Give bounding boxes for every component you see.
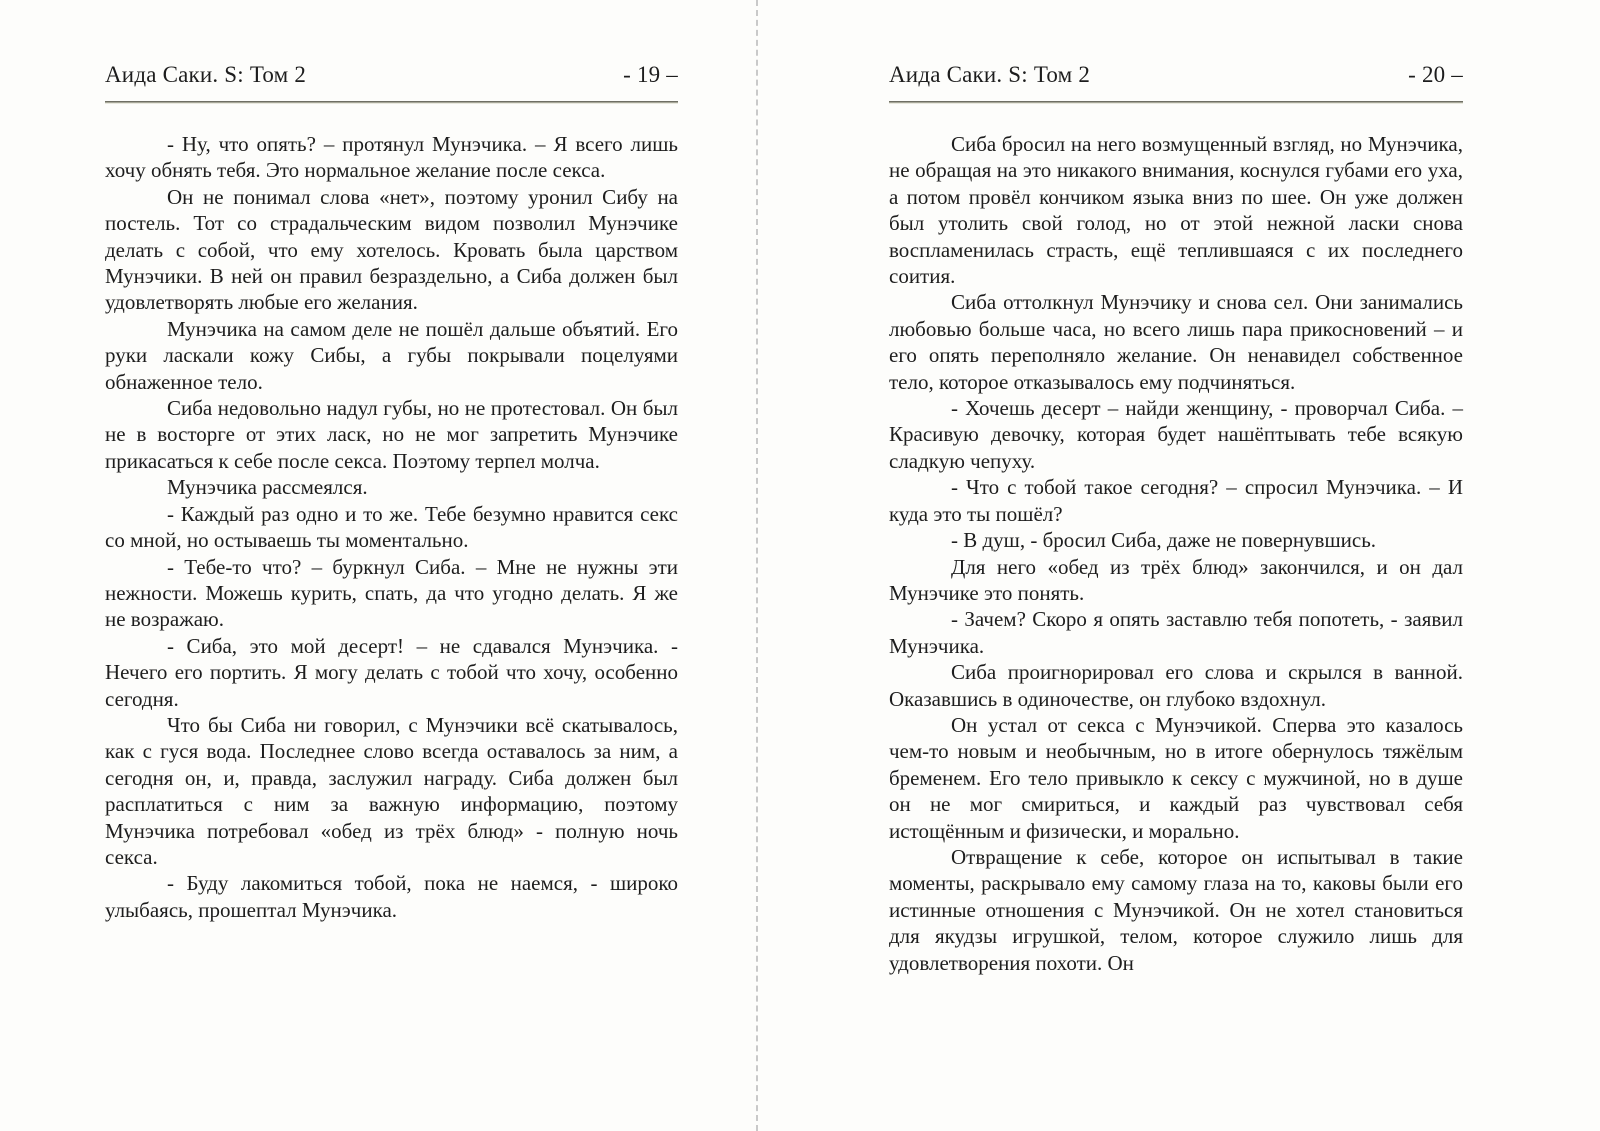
paragraph: Он не понимал слова «нет», поэтому уронил Сибу на постель. Тот со страдальческим видом позволил Мунэчике делать с собой, что ему хотелось. Кровать была царством Мунэчики. В ней он правил безраздельно, а Сиба должен был удовлетворять любые его желания. — [105, 184, 678, 315]
paragraph: - Сиба, это мой десерт! – не сдавался Мунэчика. - Нечего его портить. Я могу делать с тобой что хочу, особенно сегодня. — [105, 633, 678, 711]
header-rule — [105, 101, 678, 104]
paragraph: - Тебе-то что? – буркнул Сиба. – Мне не нужны эти нежности. Можешь курить, спать, да что угодно делать. Я же не возражаю. — [105, 554, 678, 632]
page-19-header — [105, 62, 678, 88]
page-fold-divider — [756, 0, 758, 1131]
page-19-body — [105, 131, 678, 923]
book-title: Аида Саки. S: Том 2 — [105, 62, 307, 87]
paragraph: Для него «обед из трёх блюд» закончился, и он дал Мунэчике это понять. — [889, 554, 1463, 605]
paragraph: Сиба оттолкнул Мунэчику и снова сел. Они занимались любовью больше часа, но всего лишь пара прикосновений – и его опять переполняло желание. Он ненавидел собственное тело, которое отказывалось ему подчиняться. — [889, 290, 1463, 394]
paragraph: Мунэчика рассмеялся. — [167, 475, 368, 500]
paragraph: - Каждый раз одно и то же. Тебе безумно нравится секс со мной, но остываешь ты моментально. — [105, 501, 678, 553]
page-number: - 20 – — [1408, 62, 1463, 87]
book-title: Аида Саки. S: Том 2 — [889, 62, 1091, 87]
page-20-header — [889, 62, 1463, 88]
paragraph: Сиба недовольно надул губы, но не протестовал. Он был не в восторге от этих ласк, но не мог запретить Мунэчике прикасаться к себе после секса. Поэтому терпел молча. — [105, 396, 678, 473]
paragraph: Что бы Сиба ни говорил, с Мунэчики всё скатывалось, как с гуся вода. Последнее слово всегда оставалось за ним, а сегодня он, и, правда, заслужил награду. Сиба должен был расплатиться с ним за важную информацию, поэтому Мунэчика потребовал «обед из трёх блюд» - полную ночь секса. — [105, 712, 678, 869]
page-20-body — [889, 131, 1463, 976]
paragraph: Сиба бросил на него возмущенный взгляд, но Мунэчика, не обращая на это никакого внимания, коснулся губами его уха, а потом провёл кончиком языка вниз по шее. Он уже должен был утолить свой голод, но от этой нежной ласки снова воспламенилась страсть, ещё теплившаяся с их последнего соития. — [889, 132, 1463, 289]
paragraph: - Что с тобой такое сегодня? – спросил Мунэчика. – И куда это ты пошёл? — [889, 475, 1463, 526]
paragraph: - Зачем? Скоро я опять заставлю тебя попотеть, - заявил Мунэчика. — [889, 607, 1463, 658]
paragraph: Отвращение к себе, которое он испытывал в такие моменты, раскрывало ему самому глаза на то, каковы были его истинные отношения с Мунэчикой. Он не хотел становиться для якудзы игрушкой, телом, которое служило лишь для удовлетворения похоти. Он — [889, 844, 1463, 975]
page-20 — [889, 62, 1463, 976]
header-rule — [889, 101, 1463, 104]
paragraph: - Ну, что опять? – протянул Мунэчика. – Я всего лишь хочу обнять тебя. Это нормальное желание после секса. — [105, 132, 678, 183]
paragraph: - Буду лакомиться тобой, пока не наемся, - широко улыбаясь, прошептал Мунэчика. — [105, 871, 678, 922]
page-19 — [105, 62, 678, 923]
paragraph: Мунэчика на самом деле не пошёл дальше объятий. Его руки ласкали кожу Сибы, а губы покрывали поцелуями обнаженное тело. — [105, 316, 678, 394]
paragraph: Он устал от секса с Мунэчикой. Сперва это казалось чем-то новым и необычным, но в итоге обернулось тяжёлым бременем. Его тело привыкло к сексу с мужчиной, но в душе он не мог смириться, и каждый раз чувствовал себя истощённым и физически, и морально. — [889, 712, 1463, 843]
paragraph: - Хочешь десерт – найди женщину, - проворчал Сиба. – Красивую девочку, которая будет нашёптывать тебе всякую сладкую чепуху. — [889, 396, 1463, 473]
paragraph: - В душ, - бросил Сиба, даже не повернувшись. — [951, 528, 1377, 553]
page-number: - 19 – — [623, 62, 678, 87]
paragraph: Сиба проигнорировал его слова и скрылся в ванной. Оказавшись в одиночестве, он глубоко вздохнул. — [889, 660, 1463, 711]
